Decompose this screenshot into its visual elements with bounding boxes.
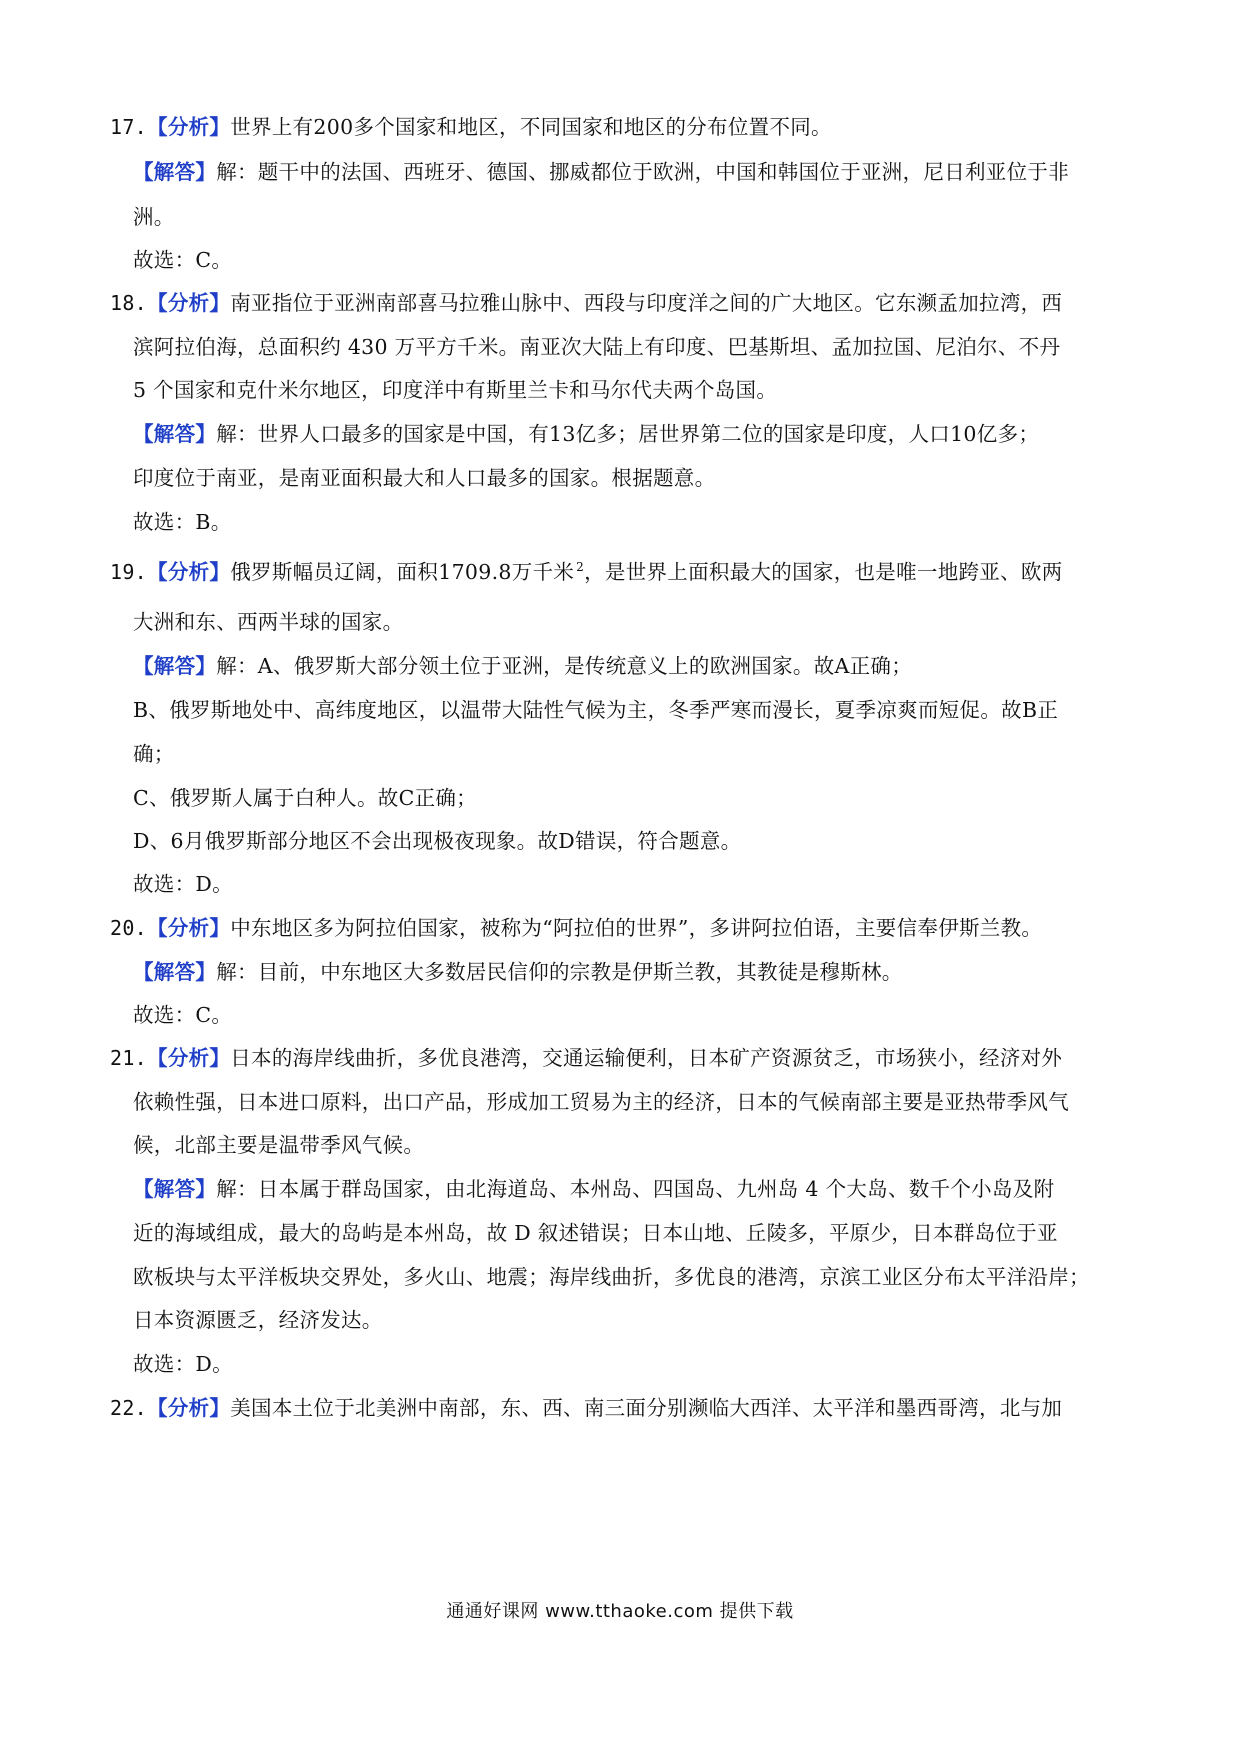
q19-answer-line-5 [133, 826, 741, 856]
answer-text: 确； [133, 742, 175, 766]
q18-answer-line-2 [133, 463, 715, 493]
page-footer: 通通好课网 www.tthaoke.com 提供下载 [446, 1601, 794, 1622]
answer-text: C、俄罗斯人属于白种人。故C正确； [133, 786, 477, 810]
answer-text: 解：A、俄罗斯大部分领土位于亚洲，是传统意义上的欧洲国家。故A正确； [216, 654, 913, 678]
answer-tag: 【解答】 [133, 654, 217, 678]
q18-analysis-line-2 [133, 332, 1060, 362]
choice-text: 故选：C。 [133, 248, 233, 272]
question-number: 18. [110, 291, 148, 315]
q20-choice [133, 1000, 232, 1030]
q17-answer-line-1 [133, 157, 1069, 187]
analysis-tag: 【分析】 [147, 916, 231, 940]
question-number: 17. [110, 115, 148, 139]
question-number: 20. [110, 916, 148, 940]
q19-answer-line-3 [133, 739, 175, 769]
answer-text: 解：日本属于群岛国家，由北海道岛、本州岛、四国岛、九州岛 4 个大岛、数千个小岛及附 [216, 1177, 1055, 1201]
answer-text: B、俄罗斯地处中、高纬度地区，以温带大陆性气候为主，冬季严寒而漫长，夏季凉爽而短促。故B正 [133, 698, 1059, 722]
q20-answer-line [133, 957, 903, 987]
analysis-tag: 【分析】 [147, 115, 231, 139]
q17-choice [133, 245, 232, 275]
answer-text: 洲。 [133, 205, 175, 229]
q21-answer-line-1 [133, 1174, 1054, 1204]
q19-answer-line-1 [133, 651, 912, 681]
analysis-text: 依赖性强，日本进口原料，出口产品，形成加工贸易为主的经济，日本的气候南部主要是亚热带季风气 [133, 1090, 1069, 1114]
answer-tag: 【解答】 [133, 960, 217, 984]
choice-text: 故选：C。 [133, 1003, 233, 1027]
answer-text: 解：世界人口最多的国家是中国，有13亿多；居世界第二位的国家是印度，人口10亿多； [216, 422, 1040, 446]
q18-analysis-line-1 [110, 288, 1062, 318]
answer-text: 日本资源匮乏，经济发达。 [133, 1308, 383, 1332]
analysis-text: 美国本土位于北美洲中南部，东、西、南三面分别濒临大西洋、太平洋和墨西哥湾，北与加 [230, 1396, 1063, 1420]
q21-analysis-line-3 [133, 1130, 424, 1160]
q17-analysis-line [110, 112, 832, 142]
q19-analysis-line-1 [110, 557, 1063, 587]
q21-answer-line-2 [133, 1218, 1058, 1248]
q21-answer-line-4 [133, 1305, 383, 1335]
analysis-text: 日本的海岸线曲折，多优良港湾，交通运输便利，日本矿产资源贫乏，市场狭小，经济对外 [230, 1046, 1063, 1070]
q18-answer-line-1 [133, 419, 1039, 449]
question-number: 22. [110, 1396, 148, 1420]
answer-text: 解：题干中的法国、西班牙、德国、挪威都位于欧洲，中国和韩国位于亚洲，尼日利亚位于非 [216, 160, 1070, 184]
analysis-tag: 【分析】 [147, 1046, 231, 1070]
analysis-text: 中东地区多为阿拉伯国家，被称为“阿拉伯的世界”，多讲阿拉伯语，主要信奉伊斯兰教。 [230, 916, 1043, 940]
analysis-text: ，是世界上面积最大的国家，也是唯一地跨亚、欧两 [584, 560, 1063, 584]
analysis-text: 大洲和东、西两半球的国家。 [133, 610, 404, 634]
superscript-2: 2 [576, 559, 585, 574]
analysis-tag: 【分析】 [147, 560, 231, 584]
answer-text: 印度位于南亚，是南亚面积最大和人口最多的国家。根据题意。 [133, 466, 716, 490]
analysis-text: 世界上有200多个国家和地区，不同国家和地区的分布位置不同。 [230, 115, 832, 139]
q17-answer-line-2 [133, 202, 175, 232]
answer-text: D、6月俄罗斯部分地区不会出现极夜现象。故D错误，符合题意。 [133, 829, 742, 853]
answer-text: 近的海域组成，最大的岛屿是本州岛，故 D 叙述错误；日本山地、丘陵多，平原少，日本群岛位于亚 [133, 1221, 1058, 1245]
answer-tag: 【解答】 [133, 422, 217, 446]
q19-answer-line-2 [133, 695, 1058, 725]
q19-analysis-line-2 [133, 607, 403, 637]
analysis-text: 南亚指位于亚洲南部喜马拉雅山脉中、西段与印度洋之间的广大地区。它东濒孟加拉湾，西 [230, 291, 1063, 315]
q18-analysis-line-3 [133, 375, 777, 405]
choice-text: 故选：D。 [133, 872, 233, 896]
question-number: 21. [110, 1046, 148, 1070]
answer-text: 欧板块与太平洋板块交界处，多火山、地震；海岸线曲折，多优良的港湾，京滨工业区分布太平洋沿岸； [133, 1265, 1090, 1289]
answer-tag: 【解答】 [133, 160, 217, 184]
analysis-text: 滨阿拉伯海，总面积约 430 万平方千米。南亚次大陆上有印度、巴基斯坦、孟加拉国、尼泊尔、不丹 [133, 335, 1061, 359]
analysis-tag: 【分析】 [147, 1396, 231, 1420]
q19-answer-line-4 [133, 783, 477, 813]
q22-analysis-line-1 [110, 1393, 1062, 1423]
analysis-tag: 【分析】 [147, 291, 231, 315]
choice-text: 故选：D。 [133, 1352, 233, 1376]
q21-answer-line-3 [133, 1262, 1090, 1292]
analysis-text: 俄罗斯幅员辽阔，面积1709.8万千米 [230, 560, 575, 584]
q21-choice [133, 1349, 233, 1379]
q18-choice [133, 507, 232, 537]
analysis-text: 5 个国家和克什米尔地区，印度洋中有斯里兰卡和马尔代夫两个岛国。 [133, 378, 778, 402]
q20-analysis-line [110, 913, 1042, 943]
question-number: 19. [110, 560, 148, 584]
choice-text: 故选：B。 [133, 510, 232, 534]
q21-analysis-line-2 [133, 1087, 1069, 1117]
answer-text: 解：目前，中东地区大多数居民信仰的宗教是伊斯兰教，其教徒是穆斯林。 [216, 960, 903, 984]
q21-analysis-line-1 [110, 1043, 1062, 1073]
analysis-text: 候，北部主要是温带季风气候。 [133, 1133, 425, 1157]
answer-tag: 【解答】 [133, 1177, 217, 1201]
q19-choice [133, 869, 233, 899]
